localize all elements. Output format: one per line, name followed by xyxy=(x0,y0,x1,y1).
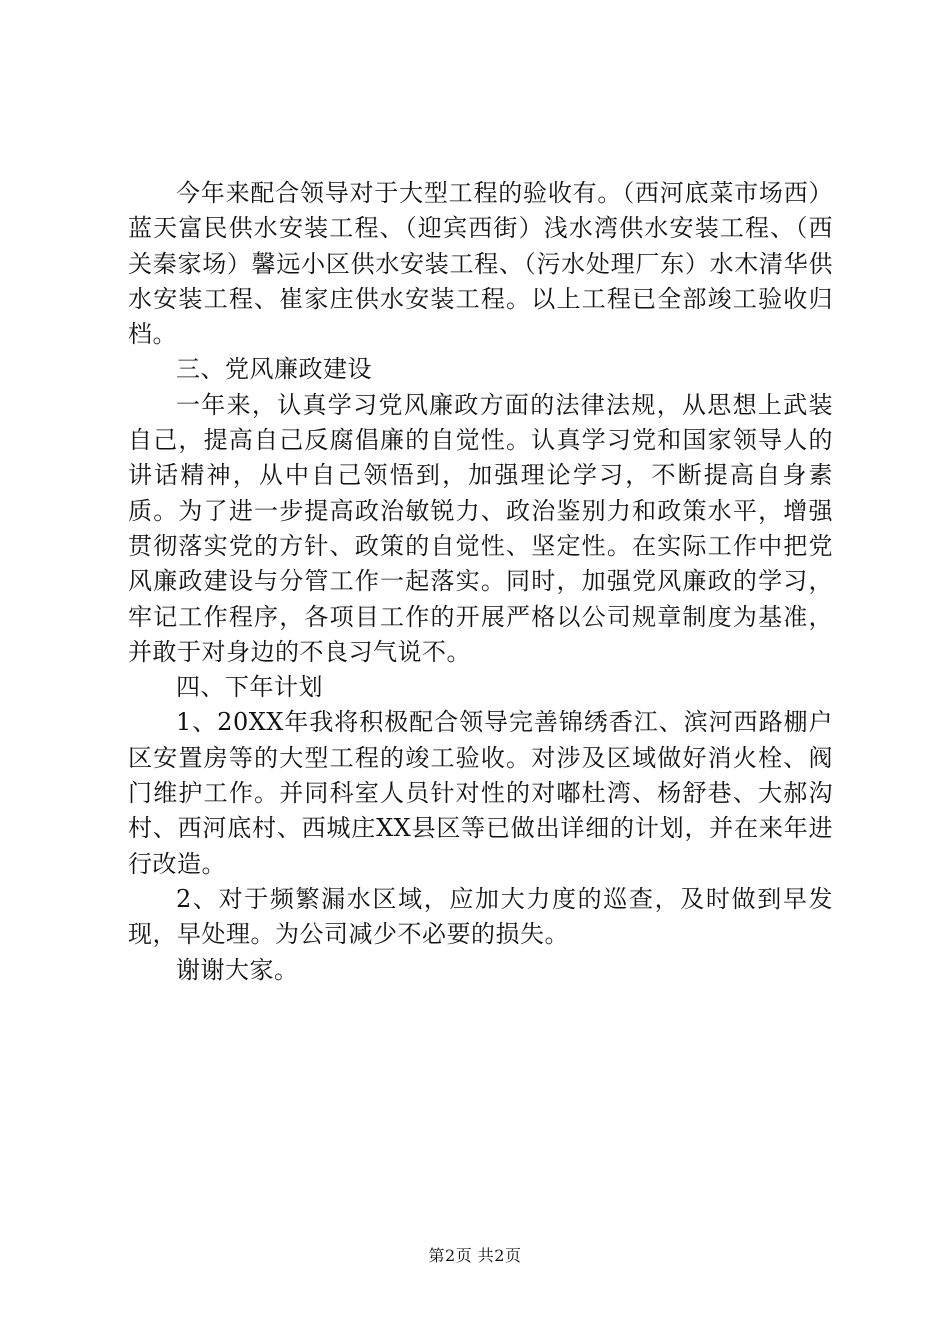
paragraph-closing-thanks: 谢谢大家。 xyxy=(176,955,299,984)
document-body xyxy=(128,176,833,988)
page-number-footer: 第2页 共2页 xyxy=(428,1246,522,1265)
paragraph-plan-item-2: 2、对于频繁漏水区域，应加大力度的巡查，及时做到早发现，早处理。为公司减少不必要的损失。 xyxy=(128,884,833,949)
paragraph-integrity-study: 一年来，认真学习党风廉政方面的法律法规，从思想上武装自己，提高自己反腐倡廉的自觉性。认真学习党和国家领导人的讲话精神，从中自己领悟到，加强理论学习，不断提高自身素质。为了进一步提高政治敏锐力、政治鉴别力和政策水平，增强贯彻落实党的方针、政策的自觉性、坚定性。在实际工作中把党风廉政建设与分管工作一起落实。同时，加强党风廉政的学习，牢记工作程序，各项目工作的开展严格以公司规章制度为基准，并敢于对身边的不良习气说不。 xyxy=(128,390,833,666)
section-heading-next-year-plan: 四、下年计划 xyxy=(176,673,323,702)
section-heading-integrity: 三、党风廉政建设 xyxy=(176,355,372,384)
paragraph-acceptance-projects: 今年来配合领导对于大型工程的验收有。（西河底菜市场西）蓝天富民供水安装工程、（迎宾西街）浅水湾供水安装工程、（西关秦家场）馨远小区供水安装工程、（污水处理厂东）水木清华供水安装工程、崔家庄供水安装工程。以上工程已全部竣工验收归档。 xyxy=(128,179,833,349)
paragraph-plan-item-1: 1、20XX年我将积极配合领导完善锦绣香江、滨河西路棚户区安置房等的大型工程的竣工验收。对涉及区域做好消火栓、阀门维护工作。并同科室人员针对性的对嘟杜湾、杨舒巷、大郝沟村、西河底村、西城庄XX县区等已做出详细的计划，并在来年进行改造。 xyxy=(128,708,833,878)
